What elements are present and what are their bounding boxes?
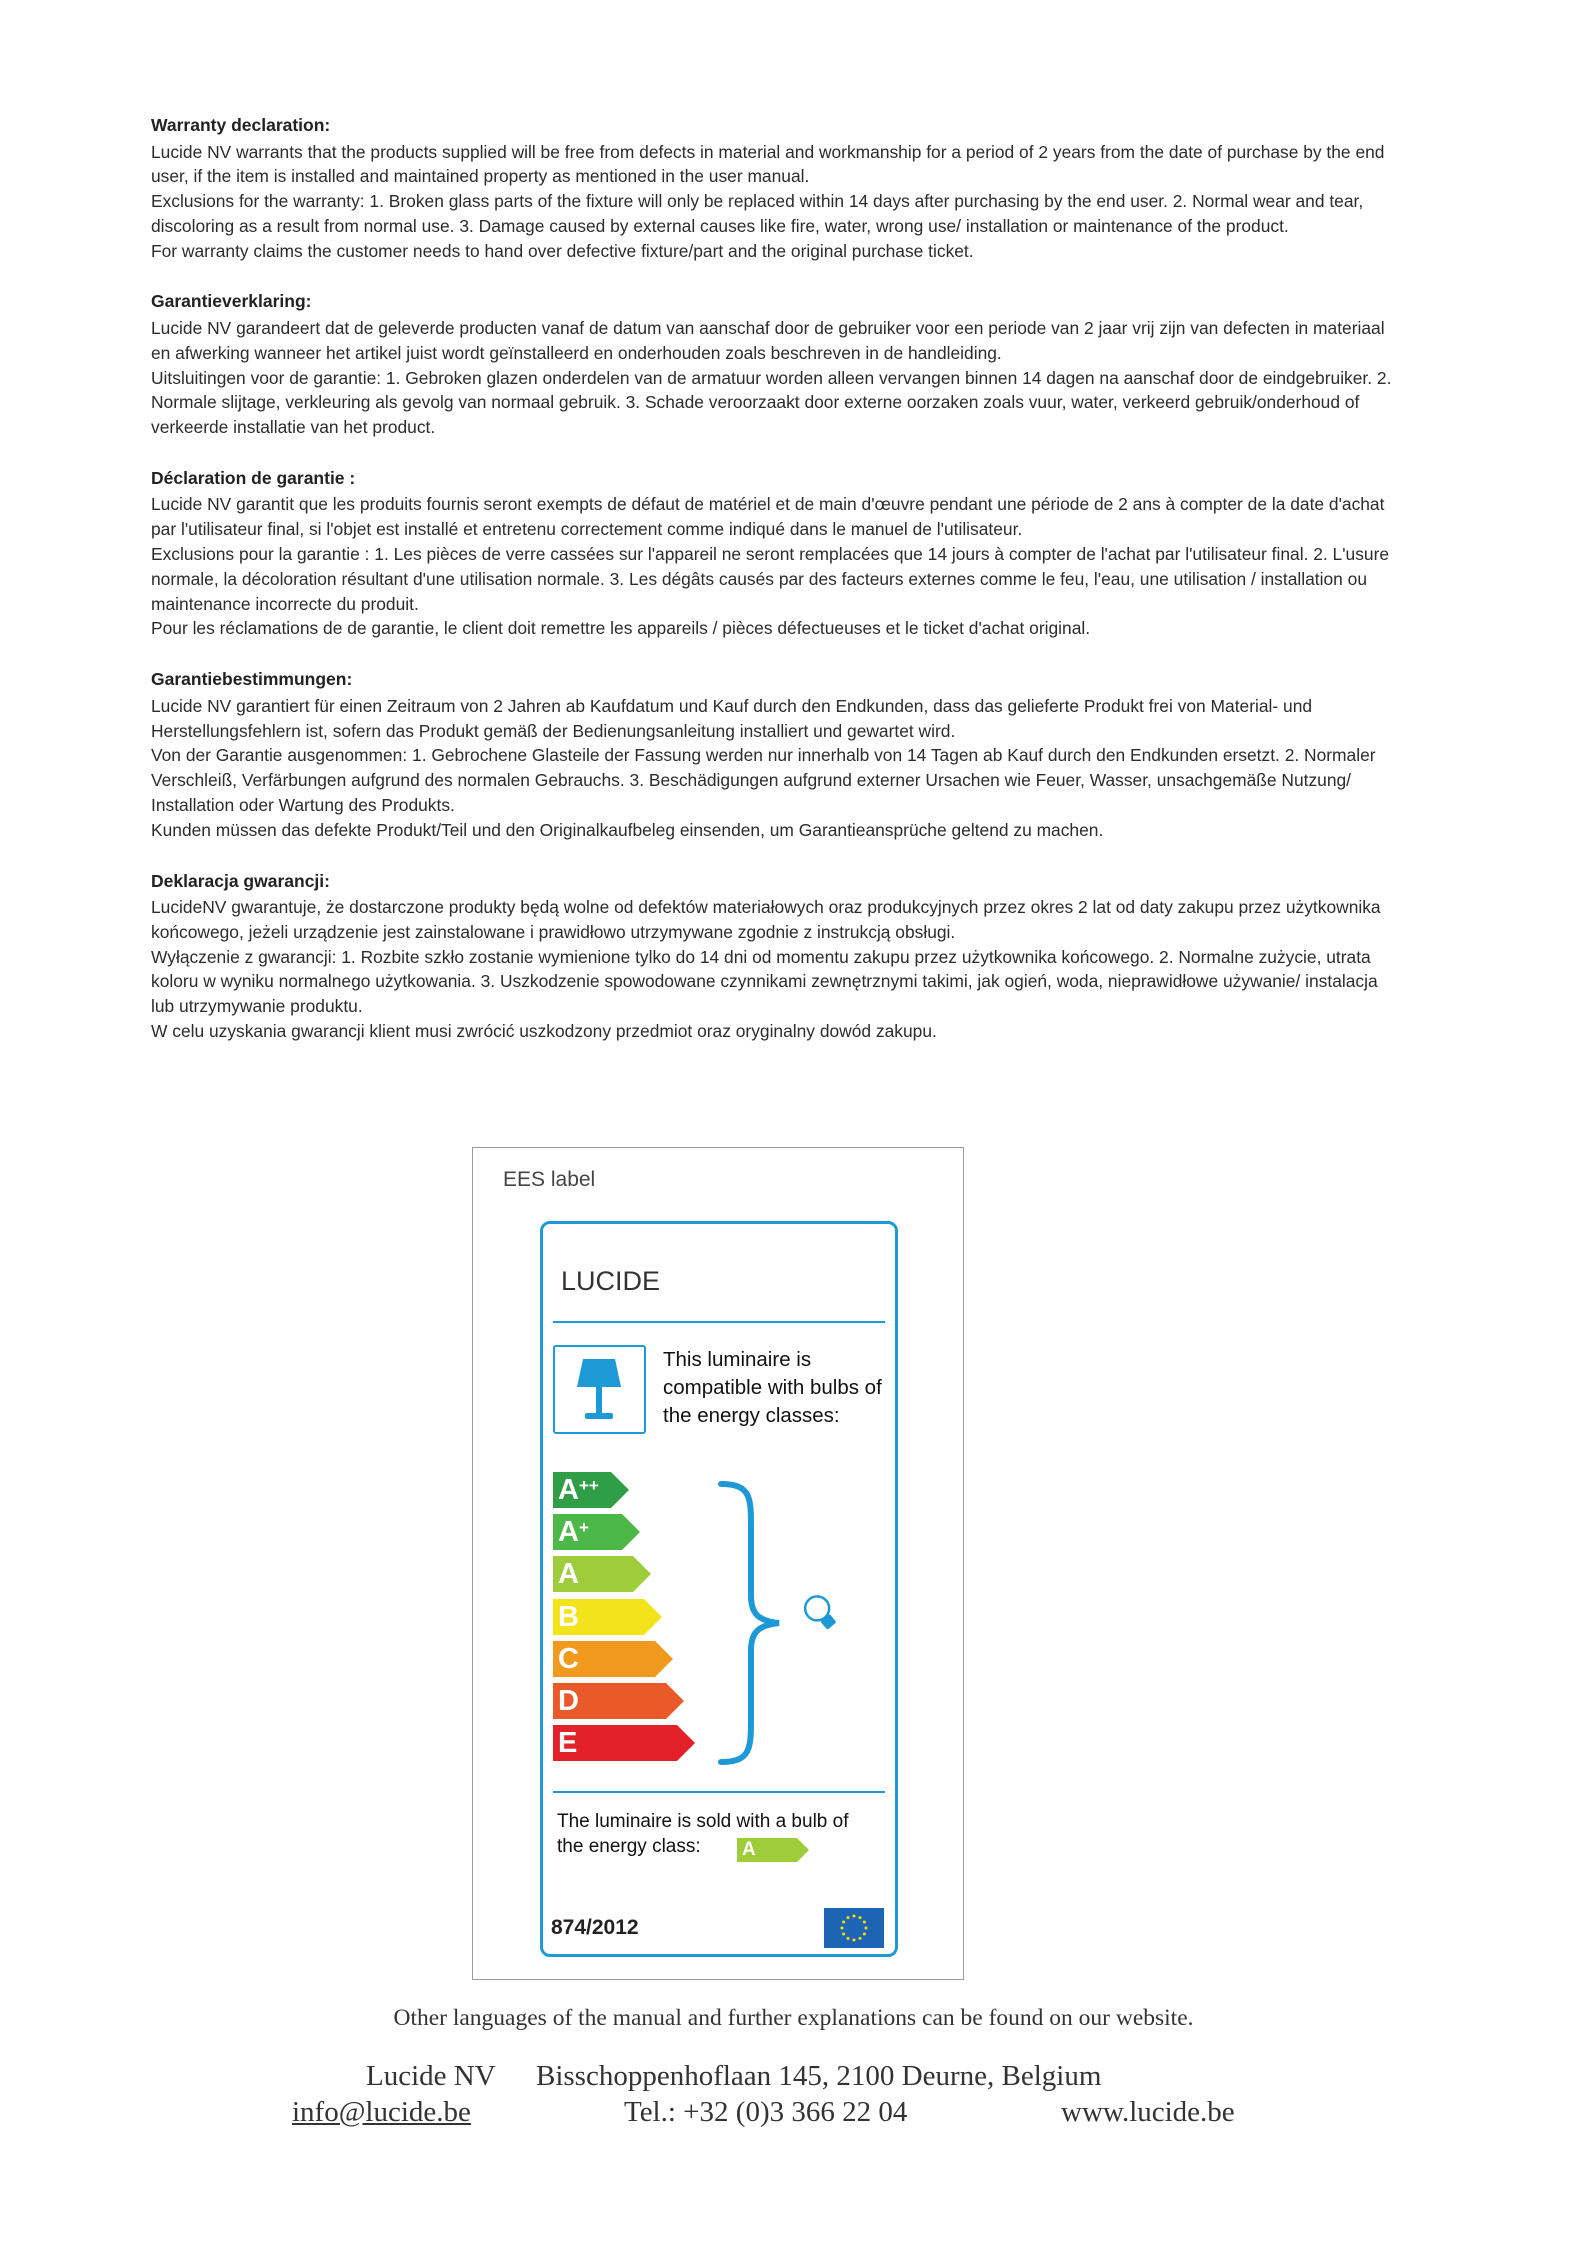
footer-phone: Tel.: +32 (0)3 366 22 04 — [624, 2096, 908, 2128]
section-paragraph: Lucide NV warrants that the products supplied will be free from defects in material and workmanship for a period of 2 years from the date of purchase by the end user, if the item is installed and maintained property as mentioned in the user manual. — [151, 141, 1385, 187]
energy-class-letter: E — [558, 1727, 578, 1760]
eu-flag-icon — [824, 1908, 884, 1948]
section-paragraph: W celu uzyskania gwarancji klient musi zwrócić uszkodzony przedmiot oraz oryginalny dowód zakupu. — [151, 1021, 937, 1042]
regulation-number: 874/2012 — [551, 1916, 639, 1939]
energy-class-bar — [553, 1599, 662, 1635]
section-paragraph: Lucide NV garantit que les produits fournis seront exempts de défaut de matériel et de main d'œuvre pendant une période de 2 ans à compter de la date d'achat par l'utilisateur final, si l'objet est installé et entretenu correctement comme indiqué dans le manuel de l'utilisateur. — [151, 494, 1385, 540]
footer-email-link[interactable]: info@lucide.be — [292, 2096, 471, 2128]
section-heading: Déclaration de garantie : — [151, 467, 356, 488]
section-paragraph: Pour les réclamations de de garantie, le client doit remettre les appareils / pièces défectueuses et le ticket d'achat original. — [151, 618, 1091, 639]
energy-class-letter: D — [558, 1684, 579, 1717]
section-warranty-fr — [151, 466, 1401, 641]
compatible-text: This luminaire is compatible with bulbs of the energy classes: — [663, 1348, 882, 1427]
lamp-icon — [553, 1345, 646, 1434]
section-paragraph: Lucide NV garandeert dat de geleverde producten vanaf de datum van aanschaf door de gebruiker voor een periode van 2 jaar vrij zijn van defecten in materiaal en afwerking wanneer het artikel juist wordt geïnstalleerd en onderhouden zoals beschreven in de handleiding. — [151, 317, 1385, 363]
section-paragraph: Uitsluitingen voor de garantie: 1. Gebroken glazen onderdelen van de armatuur worden alleen vervangen binnen 14 dagen na aanschaf door de eindgebruiker. 2. Normale slijtage, verkleuring als gevolg van normaal gebruik. 3. Schade veroorzaakt door externe oorzaken zoals vuur, water, verkeerd gebruik/onderhoud of verkeerde installatie van het product. — [151, 367, 1392, 438]
section-warranty-pl — [151, 869, 1401, 1044]
energy-class-bar — [553, 1725, 695, 1761]
sold-class-badge — [737, 1838, 809, 1867]
section-paragraph: For warranty claims the customer needs to hand over defective fixture/part and the original purchase ticket. — [151, 240, 974, 261]
section-paragraph: Kunden müssen das defekte Produkt/Teil und den Originalkaufbeleg einsenden, um Garantieansprüche geltend zu machen. — [151, 819, 1104, 840]
section-paragraph: LucideNV gwarantuje, że dostarczone produkty będą wolne od defektów materiałowych oraz produkcyjnych przez okres 2 lat od daty zakupu przez użytkownika końcowego, jeżeli urządzenie jest zainstalowane i prawidłowo utrzymywane zgodnie z instrukcją obsługi. — [151, 897, 1381, 942]
ees-label-title: EES label — [503, 1168, 596, 1191]
energy-class-bar — [553, 1641, 673, 1677]
section-heading: Garantieverklaring: — [151, 291, 312, 312]
energy-class-plus: ++ — [578, 1476, 599, 1495]
energy-class-letter: A — [558, 1558, 579, 1591]
section-warranty-en — [151, 113, 1401, 263]
section-heading: Garantiebestimmungen: — [151, 669, 353, 690]
brand-name: LUCIDE — [561, 1266, 661, 1296]
sold-class-letter: A — [742, 1839, 756, 1860]
footer-website: www.lucide.be — [1061, 2096, 1235, 2128]
energy-class-plus: + — [578, 1518, 589, 1538]
warranty-text — [151, 113, 1401, 1070]
divider — [553, 1791, 885, 1793]
bulb-icon — [796, 1590, 846, 1641]
energy-class-letter: A++ — [558, 1474, 599, 1506]
section-paragraph: Von der Garantie ausgenommen: 1. Gebrochene Glasteile der Fassung werden nur innerhalb von 14 Tagen ab Kauf durch den Endkunden ersetzt. 2. Normaler Verschleiß, Verfärbungen aufgrund des normalen Gebrauchs. 3. Beschädigungen aufgrund externer Ursachen wie Feuer, Wasser, unsachgemäße Nutzung/ Installation oder Wartung des Produkts. — [151, 745, 1376, 815]
energy-class-letter: B — [558, 1600, 579, 1633]
energy-class-bar — [553, 1683, 684, 1719]
brace-icon — [709, 1478, 789, 1773]
energy-class-letter: A+ — [558, 1516, 589, 1549]
ees-label-panel — [472, 1147, 964, 1980]
sold-with-text: The luminaire is sold with a bulb of the energy class: — [557, 1811, 849, 1857]
section-heading: Warranty declaration: — [151, 115, 331, 135]
section-paragraph: Exclusions for the warranty: 1. Broken glass parts of the fixture will only be replaced within 14 days after purchasing by the end user. 2. Normal wear and tear, discoloring as a result from normal use. 3. Damage caused by external causes like fire, water, wrong use/ installation or maintenance of the product. — [151, 191, 1364, 236]
section-warranty-de — [151, 667, 1401, 842]
section-paragraph: Lucide NV garantiert für einen Zeitraum von 2 Jahren ab Kaufdatum und Kauf durch den Endkunden, dass das gelieferte Produkt frei von Material- und Herstellungsfehlern ist, sofern das Produkt gemäß der Bedienungsanleitung installiert und gewartet wird. — [151, 695, 1313, 741]
energy-class-scale — [553, 1472, 695, 1767]
energy-class-bar — [553, 1556, 651, 1592]
footer-address: Bisschoppenhoflaan 145, 2100 Deurne, Belgium — [536, 2060, 1102, 2092]
footer-company: Lucide NV — [366, 2060, 496, 2092]
section-paragraph: Wyłączenie z gwarancji: 1. Rozbite szkło zostanie wymienione tylko do 14 dni od momentu zakupu przez użytkownika końcowego. 2. Normalne zużycie, utrata koloru w wyniku normalnego użytkowania. 3. Uszkodzenie spowodowane czynnikami zewnętrznymi takimi, jak ogień, woda, nieprawidłowe używanie/ instalacja lub utrzymywanie produktu. — [151, 946, 1378, 1017]
energy-label — [540, 1221, 898, 1957]
energy-class-bar — [553, 1472, 629, 1508]
energy-class-bar — [553, 1514, 640, 1550]
website-note: Other languages of the manual and further explanations can be found on our website. — [393, 2005, 1194, 2031]
energy-class-letter: C — [558, 1642, 579, 1675]
section-heading: Deklaracja gwarancji: — [151, 870, 330, 891]
section-warranty-nl — [151, 289, 1401, 439]
divider — [553, 1321, 885, 1323]
section-paragraph: Exclusions pour la garantie : 1. Les pièces de verre cassées sur l'appareil ne seront remplacées que 14 jours à compter de l'achat par l'utilisateur final. 2. L'usure normale, la décoloration résultant d'une utilisation normale. 3. Les dégâts causés par des facteurs externes comme le feu, l'eau, une utilisation / installation ou maintenance incorrecte du produit. — [151, 544, 1390, 614]
